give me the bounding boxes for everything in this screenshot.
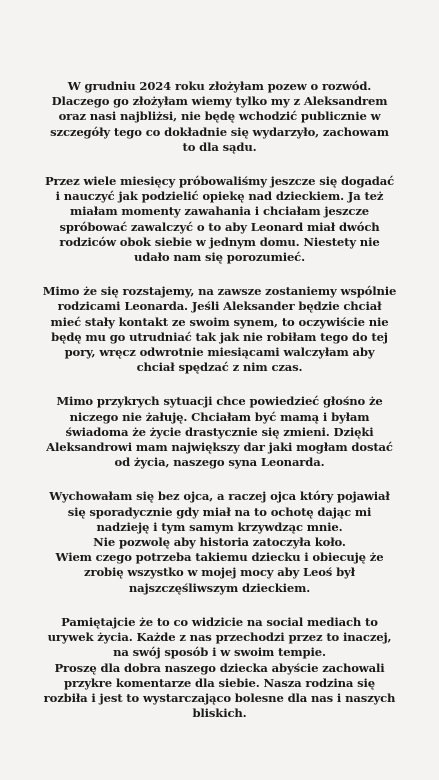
text-line: na swój sposób i w swoim tempie. bbox=[113, 645, 326, 660]
text-line: przykre komentarze dla siebie. Nasza rodzina się bbox=[63, 675, 376, 690]
paragraph-attempts bbox=[14, 174, 425, 265]
paragraph-divorce-announcement bbox=[14, 79, 425, 155]
text-line: miałam momenty zawahania i chciałam jeszcze bbox=[69, 204, 369, 219]
text-line: Proszę dla dobra naszego dziecka abyście zachowali bbox=[54, 660, 385, 675]
text-line: mieć stały kontakt ze swoim synem, to oczywiście nie bbox=[50, 314, 389, 329]
text-line: pory, wręcz odwrotnie miesiącami walczyłam aby bbox=[64, 345, 375, 360]
text-line: Aleksandrowi mam największy dar jaki mogłam dostać bbox=[46, 440, 393, 455]
text-line: rozbiła i jest to wystarczająco bolesne dla nas i naszych bbox=[43, 690, 396, 705]
text-line: Wychowałam się bez ojca, a raczej ojca który pojawiał bbox=[49, 489, 390, 504]
text-line: się sporadycznie gdy miał na to ochotę dając mi bbox=[67, 504, 372, 519]
text-line: Przez wiele miesięcy próbowaliśmy jeszcze się dogadać bbox=[44, 174, 395, 189]
text-line: Wiem czego potrzeba takiemu dziecku i obiecuję że bbox=[55, 550, 384, 565]
statement-text bbox=[0, 79, 439, 740]
text-line: Dlaczego go złożyłam wiemy tylko my z Aleksandrem bbox=[51, 94, 388, 109]
text-line: nadzieję i tym samym krzywdząc mnie. bbox=[96, 519, 343, 534]
text-line: chciał spędzać z nim czas. bbox=[136, 360, 303, 375]
text-line: od życia, naszego syna Leonarda. bbox=[114, 455, 325, 470]
text-line: udało nam się porozumieć. bbox=[134, 250, 305, 265]
text-line: Pamiętajcie że to co widzicie na social mediach to bbox=[61, 614, 378, 629]
text-line: to dla sądu. bbox=[182, 139, 257, 154]
text-line: rodzicami Leonarda. Jeśli Aleksander będzie chciał bbox=[57, 299, 382, 314]
text-line: Mimo że się rozstajemy, na zawsze zostaniemy wspólnie bbox=[42, 284, 397, 299]
text-line: urywek życia. Każde z nas przechodzi przez to inaczej, bbox=[47, 630, 392, 645]
text-line: W grudniu 2024 roku złożyłam pozew o rozwód. bbox=[67, 79, 372, 93]
paragraph-no-regrets bbox=[14, 394, 425, 470]
text-line: świadoma że życie drastycznie się zmieni. Dzięki bbox=[65, 424, 374, 439]
paragraph-upbringing bbox=[14, 489, 425, 595]
text-line: spróbować zawalczyć o to aby Leonard miał dwóch bbox=[59, 219, 380, 234]
text-line: zrobię wszystko w mojej mocy aby Leoś był bbox=[84, 565, 355, 580]
text-line: i nauczyć jak podzielić opiekę nad dzieckiem. Ja też bbox=[55, 189, 384, 204]
text-line: szczegóły tego co dokładnie się wydarzyło, zachowam bbox=[50, 124, 389, 139]
text-line: Mimo przykrych sytuacji chce powiedzieć głośno że bbox=[56, 394, 383, 409]
text-line: bliskich. bbox=[192, 706, 247, 721]
text-line: oraz nasi najbliżsi, nie będę wchodzić publicznie w bbox=[58, 109, 381, 124]
text-line: rodziców obok siebie w jednym domu. Niestety nie bbox=[59, 234, 380, 249]
text-line: Nie pozwolę aby historia zatoczyła koło. bbox=[93, 535, 346, 550]
text-line: będę mu go utrudniać tak jak nie robiłam tego do tej bbox=[51, 329, 388, 344]
text-line: najszczęśliwszym dzieckiem. bbox=[128, 580, 311, 595]
paragraph-social-media-request bbox=[14, 615, 425, 721]
paragraph-co-parenting bbox=[14, 284, 425, 375]
text-line: niczego nie żałuję. Chciałam być mamą i byłam bbox=[69, 409, 370, 424]
